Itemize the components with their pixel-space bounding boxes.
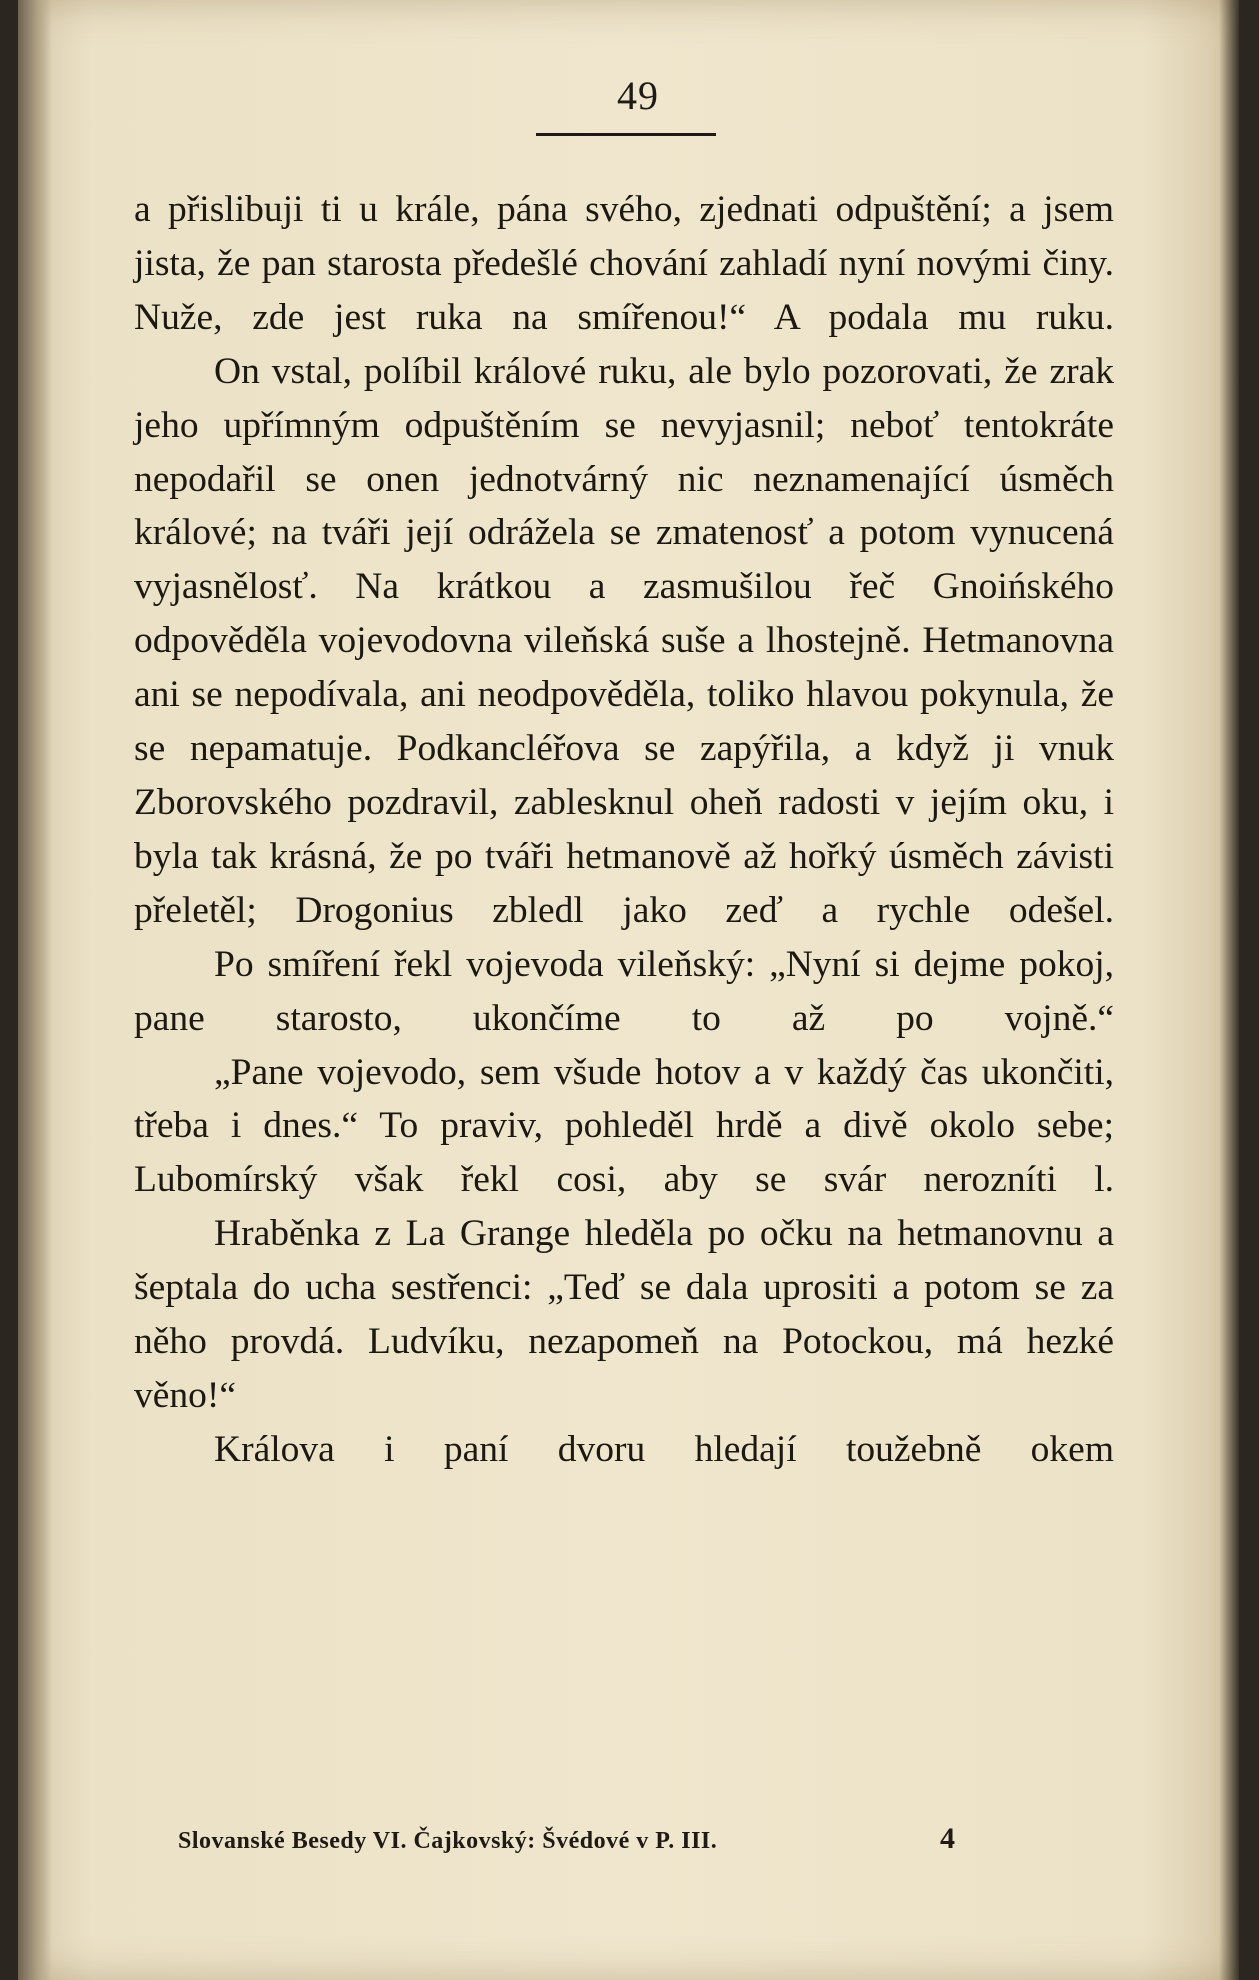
paragraph-2: On vstal, políbil králové ruku, ale bylo pozorovati, že zrak jeho upřímným odpuštěním se nevyjasnil; neboť tentokráte nepodařil se onen jednotvárný nic neznamenající úsměch králové; na tváři její odrážela se zmatenosť a potom vynucená vyjasnělosť. Na krátkou a zasmušilou řeč Gnoińského odpověděla vojevodovna vileňská suše a lhostejně. Hetmanovna ani se nepodívala, ani neodpověděla, toliko hlavou pokynula, že se nepamatuje. Podkancléřova se zapýřila, a když ji vnuk Zborovského pozdravil, zablesknul oheň radosti v jejím oku, i byla tak krásná, že po tváři hetmanově až hořký úsměch závisti přeletěl; Drogonius zbledl jako zeď a rychle odešel.	[134, 350, 1114, 931]
book-spine-shadow	[18, 0, 52, 1980]
page-number: 49	[617, 73, 659, 118]
paragraph-3: Po smíření řekl vojevoda vileňský: „Nyní si dejme pokoj, pane starosto, ukončíme to až po vojně.“	[134, 943, 1114, 1039]
header-rule	[536, 133, 716, 136]
paragraph-6: Králova i paní dvoru hledají toužebně okem	[214, 1428, 1114, 1470]
paragraph-4: „Pane vojevodo, sem všude hotov a v každý čas ukončiti, třeba i dnes.“ To praviv, pohleděl hrdě a divě okolo sebe; Lubomírský však řekl cosi, aby se svár nerozníti l.	[134, 1051, 1114, 1201]
paragraph-1: a přislibuji ti u krále, pána svého, zjednati odpuštění; a jsem jista, že pan starosta předešlé chování zahladí nyní novými činy. Nuže, zde jest ruka na smířenou!“ A podala mu ruku.	[134, 189, 1114, 338]
page-edge-shadow	[1219, 0, 1239, 1980]
body-text	[134, 183, 1114, 1477]
footer-series-title: Slovanské Besedy VI. Čajkovský: Švédové v P. III.	[178, 1828, 718, 1854]
signature-mark: 4	[940, 1822, 955, 1855]
paragraph-5: Hraběnka z La Grange hleděla po očku na hetmanovnu a šeptala do ucha sestřenci: „Teď se dala uprositi a potom se za něho provdá. Ludvíku, nezapomeň na Potockou, má hezké věno!“	[134, 1213, 1114, 1416]
book-page	[18, 0, 1239, 1980]
